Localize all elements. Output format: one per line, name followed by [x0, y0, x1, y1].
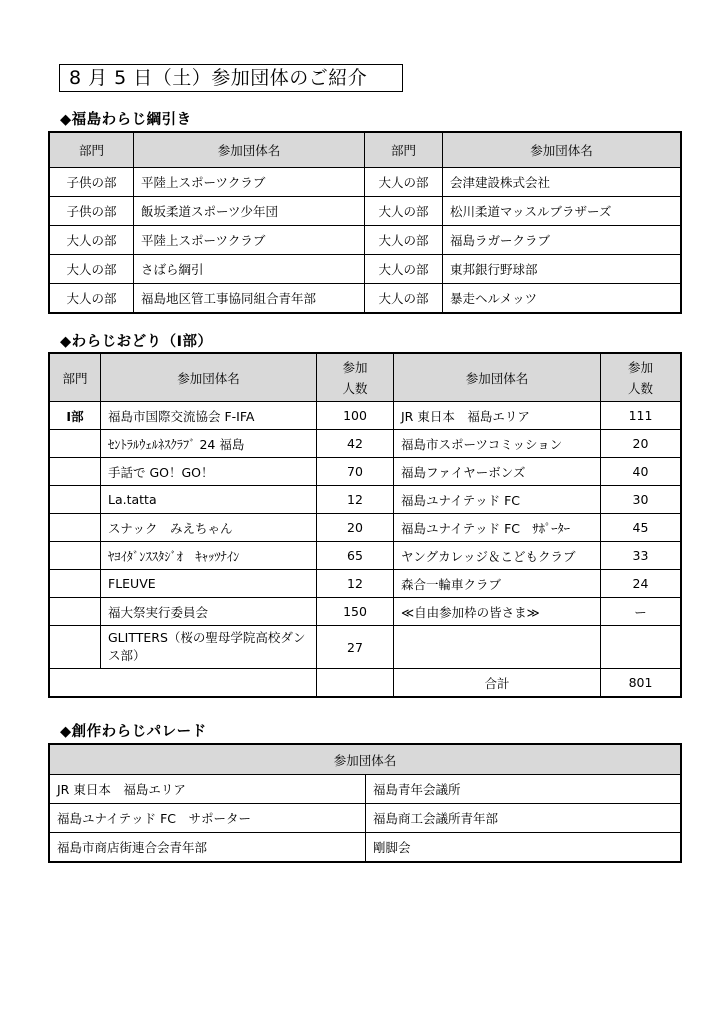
dept-cell — [50, 430, 101, 458]
dept-cell: 子供の部 — [50, 197, 134, 226]
dept-cell: 大人の部 — [365, 255, 443, 284]
tsunahiki-table — [49, 132, 681, 313]
dept-cell — [50, 458, 101, 486]
table-row — [50, 804, 681, 833]
team-name-cell: GLITTERS（桜の聖母学院高校ダンス部） — [101, 626, 317, 669]
header-dept-right: 部門 — [365, 133, 443, 168]
team-name-cell: ﾔﾖｲﾀﾞﾝｽｽﾀｼﾞｵ ｷｬｯﾂﾅｲﾝ — [101, 542, 317, 570]
table-row — [50, 402, 681, 430]
table-row — [50, 284, 681, 313]
dept-cell — [50, 626, 101, 669]
total-value: 801 — [601, 669, 681, 697]
table-row — [50, 598, 681, 626]
count-cell: 42 — [317, 430, 394, 458]
team-name-cell: 平陸上スポーツクラブ — [134, 168, 365, 197]
dept-cell: 大人の部 — [50, 226, 134, 255]
table-row — [50, 542, 681, 570]
team-name-cell: 福島ユナイテッド FC — [394, 486, 601, 514]
table-row — [50, 570, 681, 598]
section-heading-tsunahiki: ◆福島わらじ綱引き — [60, 112, 192, 128]
dept-cell — [50, 486, 101, 514]
count-cell: 12 — [317, 570, 394, 598]
team-name-cell: 福島ユナイテッド FC ｻﾎﾟｰﾀｰ — [394, 514, 601, 542]
team-name-cell: 福島市スポーツコミッション — [394, 430, 601, 458]
table-row — [50, 486, 681, 514]
header-count-left — [317, 354, 394, 402]
table-row — [50, 430, 681, 458]
dept-cell: 大人の部 — [365, 168, 443, 197]
dept-cell — [50, 598, 101, 626]
header-name-right: 参加団体名 — [394, 354, 601, 402]
team-name-cell: 手話で GO！GO！ — [101, 458, 317, 486]
header-name-left: 参加団体名 — [134, 133, 365, 168]
count-cell: 45 — [601, 514, 681, 542]
table-row — [50, 833, 681, 862]
team-name-cell: スナック みえちゃん — [101, 514, 317, 542]
team-name-cell: 福島市商店街連合会青年部 — [50, 833, 366, 862]
team-name-cell: FLEUVE — [101, 570, 317, 598]
table-row — [50, 514, 681, 542]
team-name-cell: 東邦銀行野球部 — [443, 255, 681, 284]
team-name-cell: 福大祭実行委員会 — [101, 598, 317, 626]
team-name-cell: 暴走ヘルメッツ — [443, 284, 681, 313]
header-count-right — [601, 354, 681, 402]
odori-table — [49, 353, 681, 697]
count-cell: 70 — [317, 458, 394, 486]
table-row — [50, 197, 681, 226]
dept-cell — [50, 570, 101, 598]
dept-cell: 大人の部 — [365, 284, 443, 313]
count-cell: 40 — [601, 458, 681, 486]
team-name-cell: 福島ユナイテッド FC サポーター — [50, 804, 366, 833]
header-dept-left: 部門 — [50, 133, 134, 168]
team-name-cell: 松川柔道マッスルブラザーズ — [443, 197, 681, 226]
count-cell: ー — [601, 598, 681, 626]
header-count-left-line1: 参加 — [342, 359, 368, 375]
header-name-left: 参加団体名 — [101, 354, 317, 402]
team-name-cell: 福島青年会議所 — [366, 775, 681, 804]
team-name-cell: 福島市国際交流協会 F-IFA — [101, 402, 317, 430]
section-heading-parade: ◆創作わらじパレード — [60, 724, 207, 740]
count-cell: 30 — [601, 486, 681, 514]
table-row — [50, 168, 681, 197]
dept-cell — [50, 514, 101, 542]
team-name-cell: 会津建設株式会社 — [443, 168, 681, 197]
dept-cell: 大人の部 — [50, 284, 134, 313]
team-name-cell: 森合一輪車クラブ — [394, 570, 601, 598]
count-cell: 33 — [601, 542, 681, 570]
team-name-cell: La.tatta — [101, 486, 317, 514]
count-cell — [601, 626, 681, 669]
header-count-left-line2: 人数 — [342, 380, 368, 396]
team-name-cell: ≪自由参加枠の皆さま≫ — [394, 598, 601, 626]
page-title: 8 月 5 日（土）参加団体のご紹介 — [59, 64, 403, 92]
team-name-cell — [394, 626, 601, 669]
section-heading-odori: ◆わらじおどり（Ⅰ部） — [60, 334, 213, 350]
team-name-cell: 飯坂柔道スポーツ少年団 — [134, 197, 365, 226]
header-count-right-line1: 参加 — [627, 359, 653, 375]
team-name-cell: 福島商工会議所青年部 — [366, 804, 681, 833]
dept-cell: 大人の部 — [365, 226, 443, 255]
team-name-cell: 剛脚会 — [366, 833, 681, 862]
dept-cell — [50, 542, 101, 570]
table-row — [50, 458, 681, 486]
count-cell: 150 — [317, 598, 394, 626]
team-name-cell: ｾﾝﾄﾗﾙｳｪﾙﾈｽｸﾗﾌﾞ 24 福島 — [101, 430, 317, 458]
team-name-cell: ヤングカレッジ＆こどもクラブ — [394, 542, 601, 570]
dept-cell: 大人の部 — [50, 255, 134, 284]
count-cell: 20 — [601, 430, 681, 458]
count-cell: 24 — [601, 570, 681, 598]
team-name-cell: 福島ファイヤーボンズ — [394, 458, 601, 486]
header-dept: 部門 — [50, 354, 101, 402]
count-cell: 65 — [317, 542, 394, 570]
team-name-cell: 平陸上スポーツクラブ — [134, 226, 365, 255]
header-count-right-line2: 人数 — [627, 380, 653, 396]
dept-cell: 大人の部 — [365, 197, 443, 226]
count-cell: 100 — [317, 402, 394, 430]
team-name-cell: さばら綱引 — [134, 255, 365, 284]
total-label: 合計 — [394, 669, 601, 697]
count-cell: 111 — [601, 402, 681, 430]
dept-cell: Ⅰ部 — [50, 402, 101, 430]
table-row — [50, 255, 681, 284]
total-row — [50, 669, 681, 697]
total-blank-cell — [317, 669, 394, 697]
table-row — [50, 775, 681, 804]
table-row — [50, 626, 681, 669]
header-name: 参加団体名 — [50, 745, 681, 775]
parade-table — [49, 744, 681, 862]
count-cell: 27 — [317, 626, 394, 669]
team-name-cell: 福島ラガークラブ — [443, 226, 681, 255]
table-row — [50, 226, 681, 255]
count-cell: 12 — [317, 486, 394, 514]
team-name-cell: 福島地区管工事協同組合青年部 — [134, 284, 365, 313]
total-blank-cell — [50, 669, 317, 697]
count-cell: 20 — [317, 514, 394, 542]
header-name-right: 参加団体名 — [443, 133, 681, 168]
team-name-cell: JR 東日本 福島エリア — [50, 775, 366, 804]
team-name-cell: JR 東日本 福島エリア — [394, 402, 601, 430]
dept-cell: 子供の部 — [50, 168, 134, 197]
